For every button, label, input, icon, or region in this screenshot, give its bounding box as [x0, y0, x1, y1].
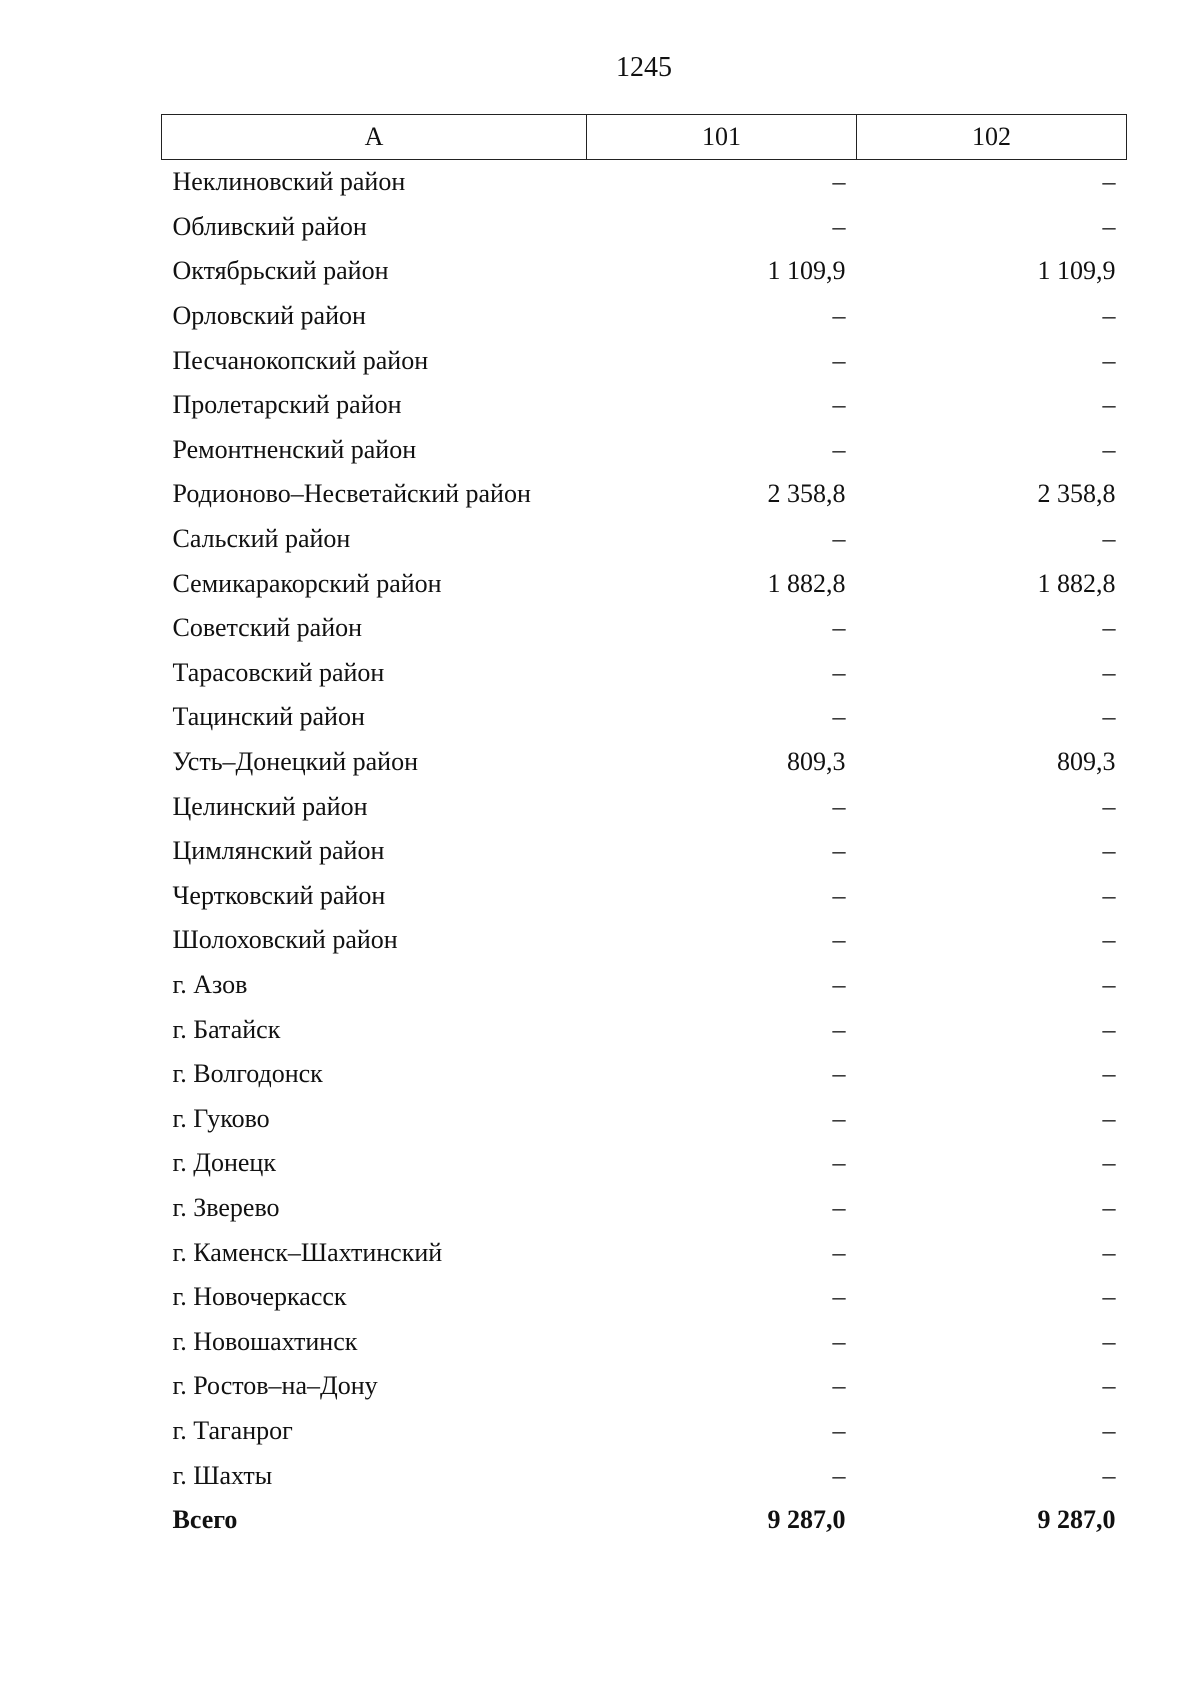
- row-value-101-cell: –: [832, 702, 846, 732]
- row-name-cell: Целинский район: [172, 791, 368, 821]
- row-value-102-cell: 2 358,8: [1037, 479, 1116, 509]
- table-row: [162, 651, 1127, 696]
- table-row: [162, 517, 1127, 562]
- row-value-102-cell: –: [1102, 657, 1116, 687]
- row-name-cell: г. Зверево: [172, 1192, 280, 1222]
- row-name-cell: Семикаракорский район: [172, 568, 442, 598]
- table-body: [162, 160, 1127, 1543]
- row-value-102-cell: –: [1102, 167, 1116, 197]
- row-value-101-cell: –: [832, 657, 846, 687]
- table-row: [162, 740, 1127, 785]
- row-value-101-cell: –: [832, 969, 846, 999]
- row-value-101-cell: –: [832, 1237, 846, 1267]
- table-row: [162, 1096, 1127, 1141]
- row-value-101-cell: 1 882,8: [767, 568, 846, 598]
- table-row: [162, 695, 1127, 740]
- row-value-102-cell: –: [1102, 880, 1116, 910]
- row-name-cell: г. Новочеркасск: [172, 1282, 347, 1312]
- row-name-cell: Родионово–Несветайский район: [172, 479, 531, 509]
- row-name-cell: г. Ростов–на–Дону: [172, 1371, 378, 1401]
- row-value-102-cell: 1 882,8: [1037, 568, 1116, 598]
- row-value-102-cell: –: [1102, 1103, 1116, 1133]
- row-name-cell: Ремонтненский район: [172, 434, 417, 464]
- row-value-102-cell: –: [1102, 1148, 1116, 1178]
- column-header-102: 102: [857, 115, 1127, 160]
- row-name-cell: Советский район: [172, 613, 363, 643]
- table-row: [162, 205, 1127, 250]
- table-header-row: [162, 115, 1127, 160]
- row-value-102-cell: –: [1102, 345, 1116, 375]
- table-row: [162, 1319, 1127, 1364]
- row-value-101-cell: –: [832, 1014, 846, 1044]
- row-name-cell: Пролетарский район: [172, 390, 402, 420]
- row-value-101-cell: –: [832, 167, 846, 197]
- row-value-101-cell: –: [832, 390, 846, 420]
- row-value-101-cell: –: [832, 1326, 846, 1356]
- row-value-102-cell: –: [1102, 211, 1116, 241]
- table-row: [162, 160, 1127, 205]
- row-value-101-cell: –: [832, 1282, 846, 1312]
- table-row: [162, 963, 1127, 1008]
- row-value-101-cell: 2 358,8: [767, 479, 846, 509]
- table-row: [162, 918, 1127, 963]
- row-value-101-cell: –: [832, 524, 846, 554]
- row-name-cell: Тарасовский район: [172, 657, 385, 687]
- row-value-102-cell: –: [1102, 434, 1116, 464]
- row-value-102-cell: –: [1102, 1192, 1116, 1222]
- row-value-102-cell: 9 287,0: [1037, 1505, 1116, 1535]
- row-value-102-cell: 809,3: [1057, 747, 1116, 777]
- row-value-102-cell: –: [1102, 301, 1116, 331]
- row-value-102-cell: –: [1102, 1014, 1116, 1044]
- row-value-102-cell: –: [1102, 925, 1116, 955]
- row-value-101-cell: –: [832, 1103, 846, 1133]
- row-value-101-cell: –: [832, 1059, 846, 1089]
- row-name-cell: Тацинский район: [172, 702, 365, 732]
- table-row: [162, 1364, 1127, 1409]
- row-value-101-cell: –: [832, 1371, 846, 1401]
- row-name-cell: г. Гуково: [172, 1103, 270, 1133]
- table-row: [162, 1007, 1127, 1052]
- row-name-cell: г. Азов: [172, 969, 248, 999]
- column-header-101: 101: [587, 115, 857, 160]
- row-name-cell: Чертковский район: [172, 880, 386, 910]
- table-row: [162, 874, 1127, 919]
- row-value-102-cell: –: [1102, 1460, 1116, 1490]
- row-value-101-cell: –: [832, 1415, 846, 1445]
- table-row: [162, 294, 1127, 339]
- table-row: [162, 606, 1127, 651]
- table-header: [162, 115, 1127, 160]
- page-number: 1245: [616, 52, 672, 83]
- row-value-101-cell: –: [832, 211, 846, 241]
- row-value-102-cell: –: [1102, 1237, 1116, 1267]
- row-value-101-cell: –: [832, 836, 846, 866]
- table-row: [162, 1186, 1127, 1231]
- table-row: [162, 784, 1127, 829]
- row-value-101-cell: –: [832, 791, 846, 821]
- row-value-101-cell: –: [832, 301, 846, 331]
- row-name-cell: Песчанокопский район: [172, 345, 429, 375]
- table-row: [162, 1275, 1127, 1320]
- row-name-cell: Обливский район: [172, 211, 367, 241]
- row-name-cell: г. Волгодонск: [172, 1059, 323, 1089]
- row-value-101-cell: –: [832, 434, 846, 464]
- row-value-101-cell: –: [832, 1192, 846, 1222]
- row-value-101-cell: –: [832, 613, 846, 643]
- row-value-101-cell: 1 109,9: [767, 256, 846, 286]
- row-name-cell: г. Каменск–Шахтинский: [172, 1237, 443, 1267]
- row-name-cell: Усть–Донецкий район: [172, 747, 418, 777]
- row-value-101-cell: –: [832, 925, 846, 955]
- table-row: [162, 829, 1127, 874]
- row-name-cell: Октябрьский район: [172, 256, 389, 286]
- row-name-cell: г. Новошахтинск: [172, 1326, 358, 1356]
- row-value-102-cell: –: [1102, 702, 1116, 732]
- row-value-101-cell: –: [832, 880, 846, 910]
- row-value-102-cell: –: [1102, 1371, 1116, 1401]
- table-row: [162, 1230, 1127, 1275]
- row-value-102-cell: –: [1102, 1415, 1116, 1445]
- row-name-cell: Цимлянский район: [172, 836, 385, 866]
- row-value-101-cell: –: [832, 345, 846, 375]
- row-value-101-cell: 9 287,0: [767, 1505, 846, 1535]
- row-value-102-cell: –: [1102, 613, 1116, 643]
- row-value-102-cell: –: [1102, 791, 1116, 821]
- table-row: [162, 383, 1127, 428]
- row-name-cell: Неклиновский район: [172, 167, 406, 197]
- table-row: [162, 1052, 1127, 1097]
- table-row: [162, 338, 1127, 383]
- table-row: [162, 1141, 1127, 1186]
- table-total-row: [162, 1498, 1127, 1543]
- row-value-102-cell: –: [1102, 390, 1116, 420]
- table-row: [162, 428, 1127, 473]
- table-row: [162, 561, 1127, 606]
- row-value-102-cell: –: [1102, 1326, 1116, 1356]
- row-name-cell: г. Батайск: [172, 1014, 281, 1044]
- column-header-name: А: [162, 115, 587, 160]
- row-value-102-cell: –: [1102, 524, 1116, 554]
- row-value-102-cell: –: [1102, 1282, 1116, 1312]
- row-value-102-cell: –: [1102, 1059, 1116, 1089]
- row-name-cell: г. Донецк: [172, 1148, 276, 1178]
- row-name-cell: Всего: [172, 1505, 238, 1535]
- row-name-cell: Сальский район: [172, 524, 351, 554]
- row-name-cell: г. Таганрог: [172, 1415, 293, 1445]
- data-table: [161, 114, 1127, 1542]
- row-name-cell: Шолоховский район: [172, 925, 398, 955]
- row-value-102-cell: –: [1102, 836, 1116, 866]
- table-row: [162, 472, 1127, 517]
- row-name-cell: г. Шахты: [172, 1460, 273, 1490]
- table-row: [162, 1409, 1127, 1454]
- row-name-cell: Орловский район: [172, 301, 366, 331]
- row-value-101-cell: –: [832, 1460, 846, 1490]
- table-row: [162, 1453, 1127, 1498]
- row-value-101-cell: 809,3: [787, 747, 846, 777]
- table-row: [162, 249, 1127, 294]
- row-value-101-cell: –: [832, 1148, 846, 1178]
- row-value-102-cell: 1 109,9: [1037, 256, 1116, 286]
- row-value-102-cell: –: [1102, 969, 1116, 999]
